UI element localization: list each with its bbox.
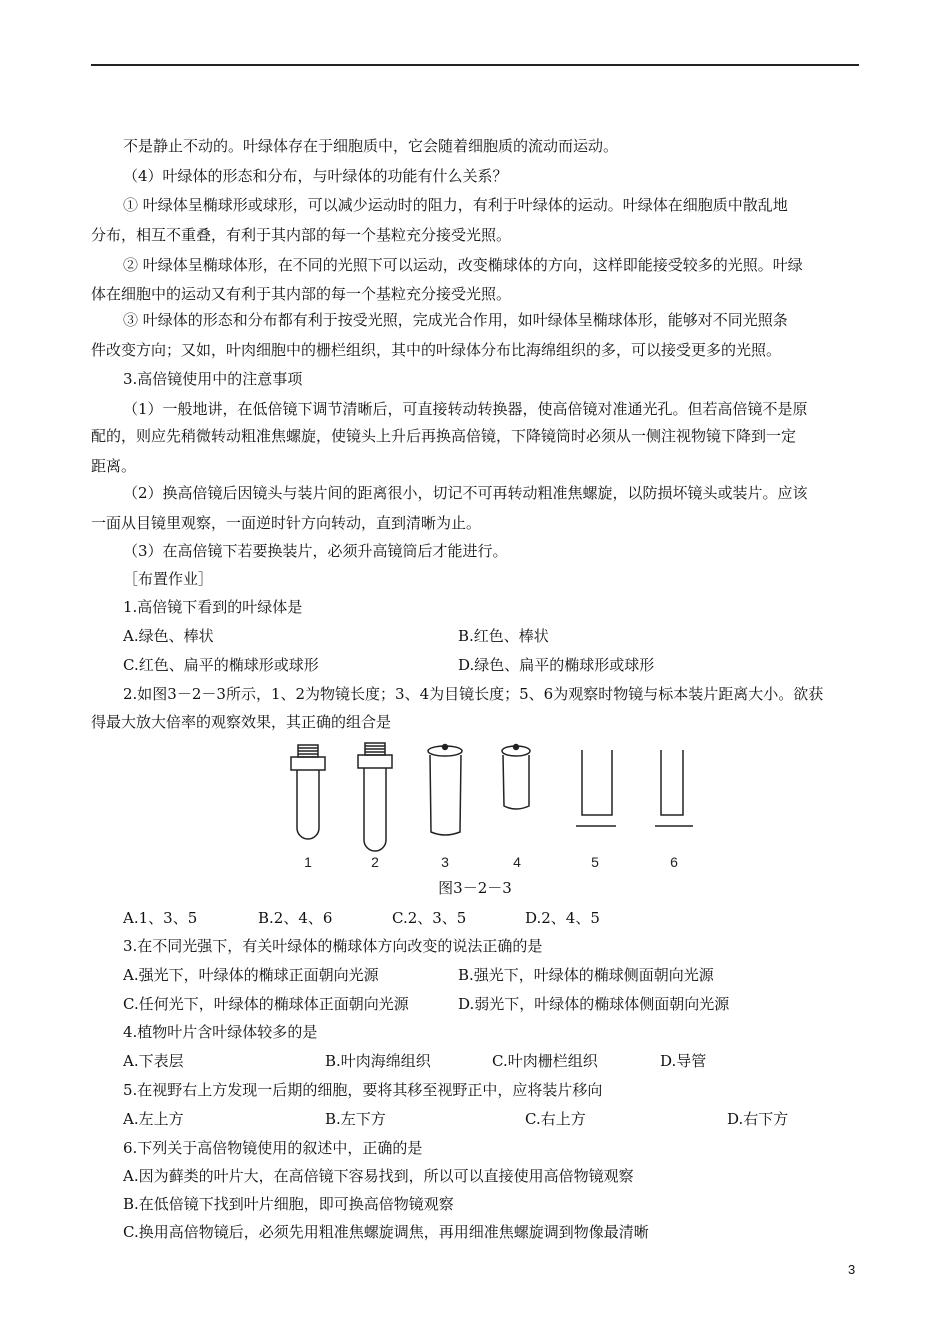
option-b: B.左下方: [325, 1110, 386, 1128]
section-heading: 3.高倍镜使用中的注意事项: [123, 370, 303, 388]
question-stem: 4.植物叶片含叶绿体较多的是: [123, 1023, 318, 1041]
figure-label-4: 4: [513, 854, 521, 870]
option-a: A.下表层: [123, 1052, 184, 1070]
paragraph-line: （1）一般地讲，在低倍镜下调节清晰后，可直接转动转换器，使高倍镜对准通光孔。但若高倍镜不是原: [123, 400, 808, 418]
paragraph-line: 不是静止不动的。叶绿体存在于细胞质中，它会随着细胞质的流动而运动。: [123, 137, 619, 155]
option-a: A.强光下，叶绿体的椭球正面朝向光源: [123, 966, 379, 984]
eyepiece-4: [502, 745, 530, 810]
paragraph-line: ③ 叶绿体的形态和分布都有利于按受光照，完成光合作用，如叶绿体呈椭球体形，能够对不同光照条: [123, 311, 788, 329]
paragraph-line: ① 叶绿体呈椭球形或球形，可以减少运动时的阻力，有利于叶绿体的运动。叶绿体在细胞质中散乱地: [123, 196, 788, 214]
question-stem: 2.如图3－2－3所示，1、2为物镜长度；3、4为目镜长度；5、6为观察时物镜与标本装片距离大小。欲获: [123, 685, 824, 703]
option-a: A.因为藓类的叶片大，在高倍镜下容易找到，所以可以直接使用高倍物镜观察: [123, 1167, 634, 1185]
homework-heading: ［布置作业］: [123, 570, 214, 588]
paragraph-line: （4）叶绿体的形态和分布，与叶绿体的功能有什么关系？: [123, 167, 508, 185]
paragraph-line: ② 叶绿体呈椭球体形，在不同的光照下可以运动，改变椭球体的方向，这样即能接受较多的光照。叶绿: [123, 256, 803, 274]
objective-lens-1: [291, 745, 325, 839]
option-d: D.右下方: [727, 1110, 789, 1128]
option-a: A.左上方: [123, 1110, 184, 1128]
question-stem: 1.高倍镜下看到的叶绿体是: [123, 598, 303, 616]
paragraph-line: 配的，则应先稍微转动粗准焦螺旋，使镜头上升后再换高倍镜，下降镜筒时必须从一侧注视物镜下降到一定: [91, 427, 797, 445]
option-c: C.2、3、5: [392, 909, 467, 927]
paragraph-line: （3）在高倍镜下若要换装片，必须升高镜筒后才能进行。: [123, 542, 508, 560]
header-rule: [91, 64, 859, 66]
paragraph-line: 距离。: [91, 457, 137, 475]
question-stem: 得最大放大倍率的观察效果，其正确的组合是: [91, 713, 392, 731]
distance-diagram-6: [655, 750, 693, 826]
paragraph-line: （2）换高倍镜后因镜头与装片间的距离很小，切记不可再转动粗准焦螺旋，以防损坏镜头或装片。应该: [123, 484, 808, 502]
figure-label-6: 6: [670, 854, 678, 870]
figure-label-5: 5: [591, 854, 599, 870]
figure-label-1: 1: [304, 854, 312, 870]
question-stem: 3.在不同光强下，有关叶绿体的椭球体方向改变的说法正确的是: [123, 937, 543, 955]
paragraph-line: 件改变方向；又如，叶肉细胞中的栅栏组织，其中的叶绿体分布比海绵组织的多，可以接受更多的光照。: [91, 341, 782, 359]
option-d: D.绿色、扁平的椭球形或球形: [458, 656, 655, 674]
option-d: D.弱光下，叶绿体的椭球体侧面朝向光源: [458, 995, 730, 1013]
paragraph-line: 一面从目镜里观察，一面逆时针方向转动，直到清晰为止。: [91, 514, 482, 532]
option-c: C.叶肉栅栏组织: [492, 1052, 598, 1070]
paragraph-line: 分布，相互不重叠，有利于其内部的每一个基粒充分接受光照。: [91, 226, 512, 244]
option-b: B.强光下，叶绿体的椭球侧面朝向光源: [458, 966, 714, 984]
microscope-lens-figure: [280, 740, 700, 875]
option-d: D.2、4、5: [525, 909, 600, 927]
option-a: A.1、3、5: [123, 909, 198, 927]
figure-label-3: 3: [441, 854, 449, 870]
option-a: A.绿色、棒状: [123, 627, 214, 645]
option-c: C.任何光下，叶绿体的椭球体正面朝向光源: [123, 995, 409, 1013]
figure-label-2: 2: [371, 854, 379, 870]
option-c: C.红色、扁平的椭球形或球形: [123, 656, 319, 674]
option-b: B.红色、棒状: [458, 627, 549, 645]
question-stem: 5.在视野右上方发现一后期的细胞，要将其移至视野正中，应将装片移向: [123, 1081, 603, 1099]
option-b: B.叶肉海绵组织: [325, 1052, 431, 1070]
option-b: B.在低倍镜下找到叶片细胞，即可换高倍物镜观察: [123, 1195, 454, 1213]
option-b: B.2、4、6: [258, 909, 333, 927]
option-c: C.右上方: [525, 1110, 586, 1128]
page-number: 3: [848, 1262, 856, 1277]
eyepiece-3: [428, 745, 462, 836]
paragraph-line: 体在细胞中的运动又有利于其内部的每一个基粒充分接受光照。: [91, 285, 512, 303]
option-d: D.导管: [660, 1052, 707, 1070]
distance-diagram-5: [576, 750, 616, 826]
option-c: C.换用高倍物镜后，必须先用粗准焦螺旋调焦，再用细准焦螺旋调到物像最清晰: [123, 1223, 649, 1241]
objective-lens-2: [358, 743, 392, 851]
figure-caption: 图3－2－3: [438, 879, 512, 897]
question-stem: 6.下列关于高倍物镜使用的叙述中，正确的是: [123, 1139, 423, 1157]
